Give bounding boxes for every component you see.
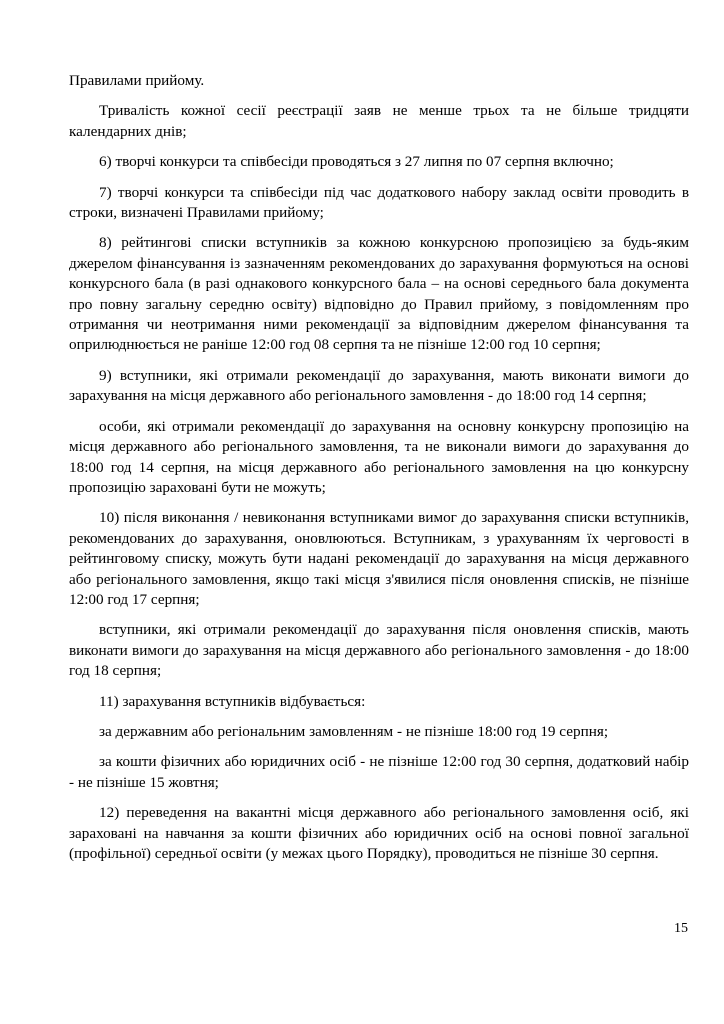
- paragraph-item-9-persons: особи, які отримали рекомендації до зарахування на основну конкурсну пропозицію на місця державного або регіонального замовлення, та не виконали вимоги до зарахування до 18:00 год 14 серпня, на місця державного або регіонального замовлення на цю конкурсну пропозицію зараховані бути не можуть;: [69, 417, 689, 496]
- paragraph-registration-duration: Тривалість кожної сесії реєстрації заяв не менше трьох та не більше тридцяти календарних днів;: [69, 102, 689, 140]
- paragraph-continuation: Правилами прийому.: [69, 72, 205, 89]
- paragraph-item-8: 8) рейтингові списки вступників за кожною конкурсною пропозицією за будь-яким джерелом фінансування із зазначенням рекомендованих до зарахування формуються на основі конкурсного бала (в разі однакового конкурсного бала – на основі середнього бала документа про повну загальну середню освіту) відповідно до Правил прийому, з повідомленням про отримання чи неотримання ними рекомендації за відповідним джерелом фінансування та оприлюднюється не раніше 12:00 год 08 серпня та не пізніше 12:00 год 10 серпня;: [69, 234, 689, 354]
- page-number: 15: [674, 921, 688, 936]
- paragraph-item-11: 11) зарахування вступників відбувається:: [99, 692, 366, 710]
- paragraph-item-10: 10) після виконання / невиконання вступниками вимог до зарахування списки вступників, рекомендованих до зарахування, оновлюються. Вступникам, з урахуванням їх черговості в рейтинговому списку, можуть бути надані рекомендації до зарахування на місця державного або регіонального замовлення, якщо такі місця з'явилися після оновлення списків, не пізніше 12:00 год 17 серпня;: [69, 509, 689, 608]
- paragraph-item-12: 12) переведення на вакантні місця державного або регіонального замовлення осіб, які зараховані на навчання за кошти фізичних або юридичних осіб на основі повної загальної (профільної) середньої освіти (у межах цього Порядку), проводиться не пізніше 30 серпня.: [69, 804, 689, 862]
- paragraph-item-7: 7) творчі конкурси та співбесіди під час додаткового набору заклад освіти проводить в строки, визначені Правилами прийому;: [69, 183, 689, 222]
- paragraph-item-9: 9) вступники, які отримали рекомендації до зарахування, мають виконати вимоги до зарахування на місця державного або регіонального замовлення - до 18:00 год 14 серпня;: [69, 366, 689, 405]
- paragraph-item-10-applicants: вступники, які отримали рекомендації до зарахування після оновлення списків, мають виконати вимоги до зарахування на місця державного або регіонального замовлення - до 18:00 год 18 серпня;: [69, 621, 689, 680]
- page-body: [69, 71, 689, 874]
- paragraph-item-6: 6) творчі конкурси та співбесіди проводяться з 27 липня по 07 серпня включно;: [99, 153, 614, 171]
- paragraph-item-11-state-order: за державним або регіональним замовленням - не пізніше 18:00 год 19 серпня;: [99, 722, 609, 740]
- paragraph-item-11-private-funds: за кошти фізичних або юридичних осіб - не пізніше 12:00 год 30 серпня, додатковий набір - не пізніше 15 жовтня;: [69, 753, 689, 791]
